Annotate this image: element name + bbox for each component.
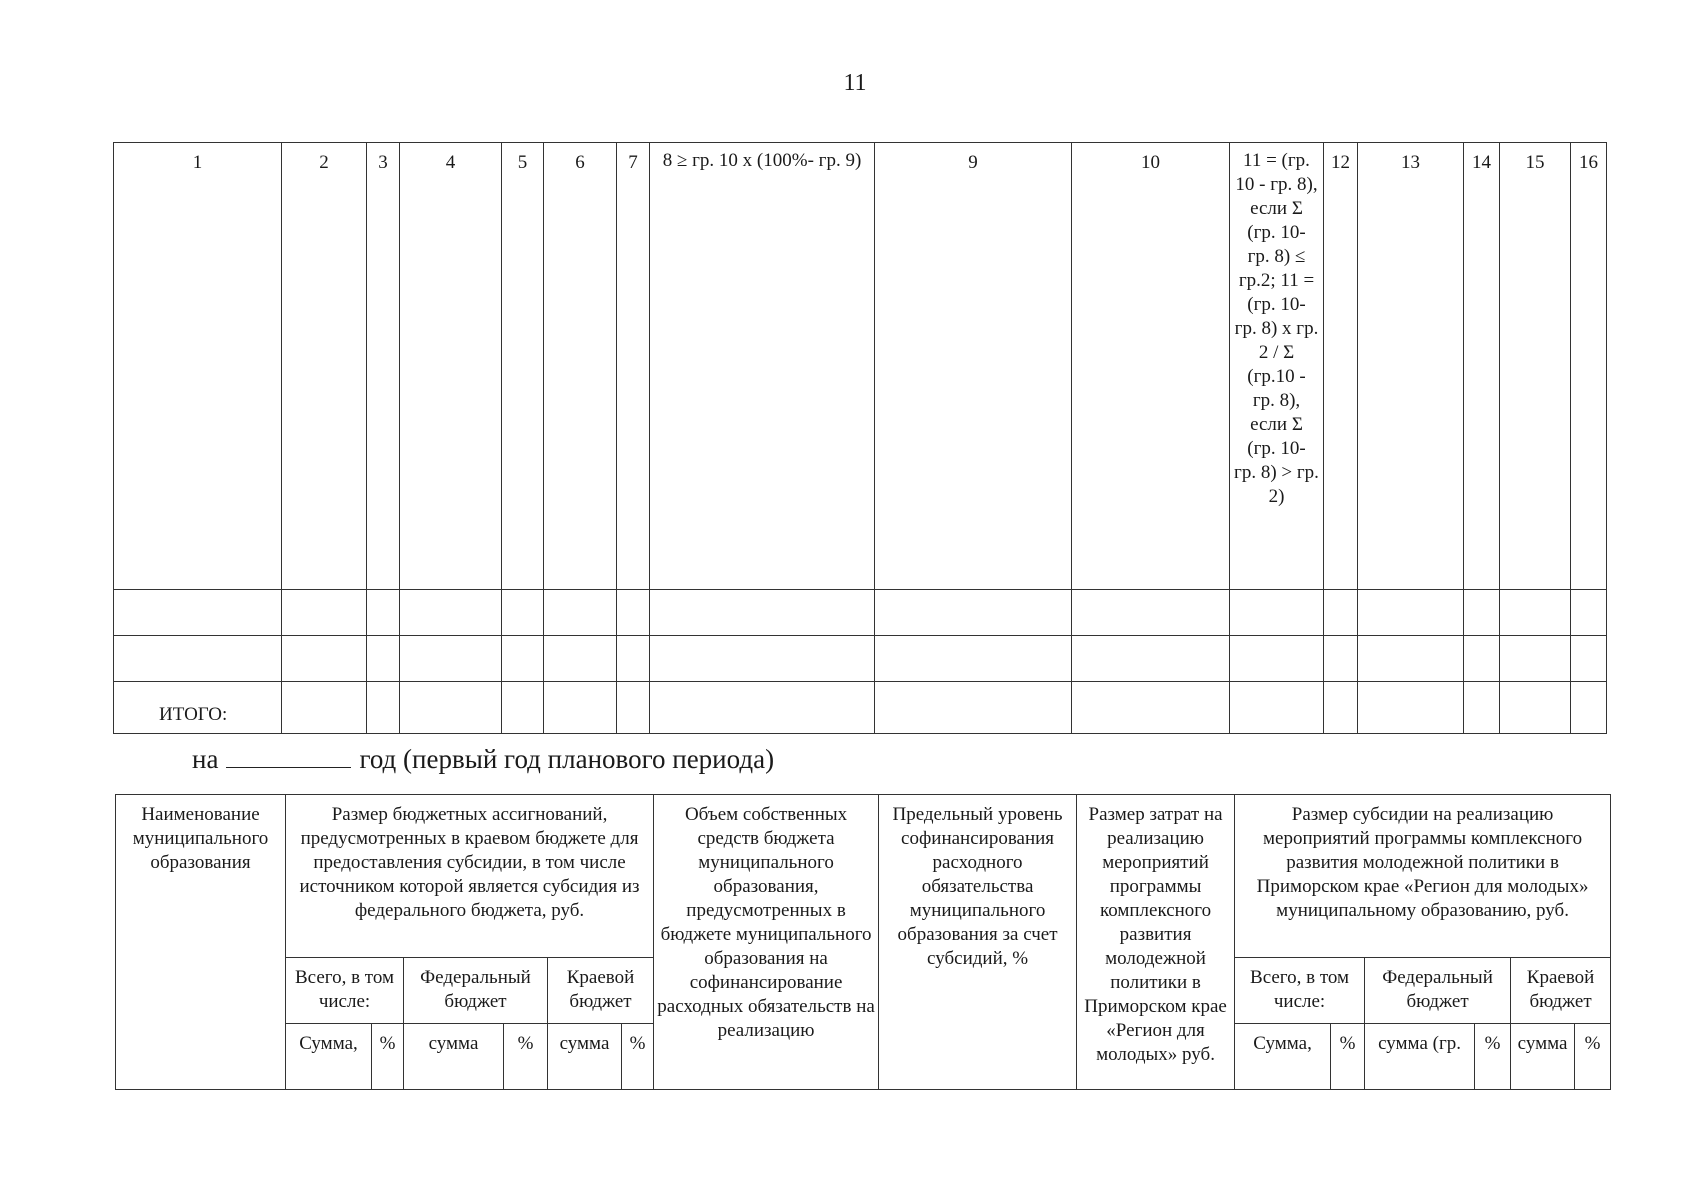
column-number-13: 13 — [1358, 143, 1464, 590]
cell-sum: Сумма, — [286, 1024, 372, 1090]
table-row — [114, 590, 1607, 636]
year-blank-line — [226, 745, 351, 768]
column-number-2: 2 — [282, 143, 367, 590]
cell-sum: Сумма, — [1235, 1024, 1331, 1090]
total-label: ИТОГО: — [114, 682, 282, 734]
col-budget-allocations: Размер бюджетных ассигнований, предусмотренных в краевом бюджете для предоставления субсидии, в том числе источником которой является субсидия из федерального бюджета, руб. — [286, 795, 654, 958]
cell-percent: % — [622, 1024, 654, 1090]
page-number: 11 — [843, 70, 867, 96]
col-program-costs: Размер затрат на реализацию мероприятий программы комплексного развития молодежной политики в Приморском крае «Регион для молодых» руб. — [1077, 795, 1235, 1090]
total-row — [114, 682, 1607, 734]
table-header-row — [114, 143, 1607, 590]
cell-sum: сумма — [1511, 1024, 1575, 1090]
column-number-7: 7 — [617, 143, 650, 590]
column-formula-11: 11 = (гр. 10 - гр. 8), если Σ (гр. 10- гр. 8) ≤ гр.2; 11 = (гр. 10- гр. 8) х гр. 2 / Σ (гр.10 - гр. 8), если Σ (гр. 10- гр. 8) > гр. 2) — [1230, 143, 1324, 590]
column-number-12: 12 — [1324, 143, 1358, 590]
cell-percent: % — [504, 1024, 548, 1090]
cell-percent: % — [1331, 1024, 1365, 1090]
sub-federal-label-right: Федеральный бюджет — [1365, 958, 1511, 1024]
cell-sum: сумма — [548, 1024, 622, 1090]
calculation-table — [113, 142, 1607, 734]
col-own-funds: Объем собственных средств бюджета муниципального образования, предусмотренных в бюджете муниципального образования на софинансирование расходных обязательств на реализацию — [654, 795, 879, 1090]
column-formula-8: 8 ≥ гр. 10 х (100%- гр. 9) — [650, 143, 875, 590]
cell-percent: % — [1575, 1024, 1611, 1090]
sub-regional-label: Краевой бюджет — [548, 958, 654, 1024]
section-suffix: год (первый год планового периода) — [359, 744, 775, 774]
col-cofinancing-level: Предельный уровень софинансирования расходного обязательства муниципального образования за счет субсидий, % — [879, 795, 1077, 1090]
column-number-4: 4 — [400, 143, 502, 590]
column-number-5: 5 — [502, 143, 544, 590]
column-number-9: 9 — [875, 143, 1072, 590]
column-number-6: 6 — [544, 143, 617, 590]
column-number-14: 14 — [1464, 143, 1500, 590]
table-row — [114, 636, 1607, 682]
col-municipality-name: Наименование муниципального образования — [116, 795, 286, 1090]
column-number-15: 15 — [1500, 143, 1571, 590]
section-prefix: на — [192, 744, 219, 774]
sub-federal-label: Федеральный бюджет — [404, 958, 548, 1024]
sub-total-label: Всего, в том числе: — [286, 958, 404, 1024]
cell-sum: сумма (гр. — [1365, 1024, 1475, 1090]
cell-percent: % — [1475, 1024, 1511, 1090]
subsidy-table — [115, 794, 1611, 1090]
section-heading — [192, 744, 774, 775]
col-subsidy-size: Размер субсидии на реализацию мероприятий программы комплексного развития молодежной политики в Приморском крае «Регион для молодых» муниципальному образованию, руб. — [1235, 795, 1611, 958]
column-number-3: 3 — [367, 143, 400, 590]
column-number-1: 1 — [114, 143, 282, 590]
cell-percent: % — [372, 1024, 404, 1090]
sub-total-label-right: Всего, в том числе: — [1235, 958, 1365, 1024]
sub-regional-label-right: Краевой бюджет — [1511, 958, 1611, 1024]
cell-sum: сумма — [404, 1024, 504, 1090]
table-header-row — [116, 795, 1611, 958]
column-number-16: 16 — [1571, 143, 1607, 590]
column-number-10: 10 — [1072, 143, 1230, 590]
